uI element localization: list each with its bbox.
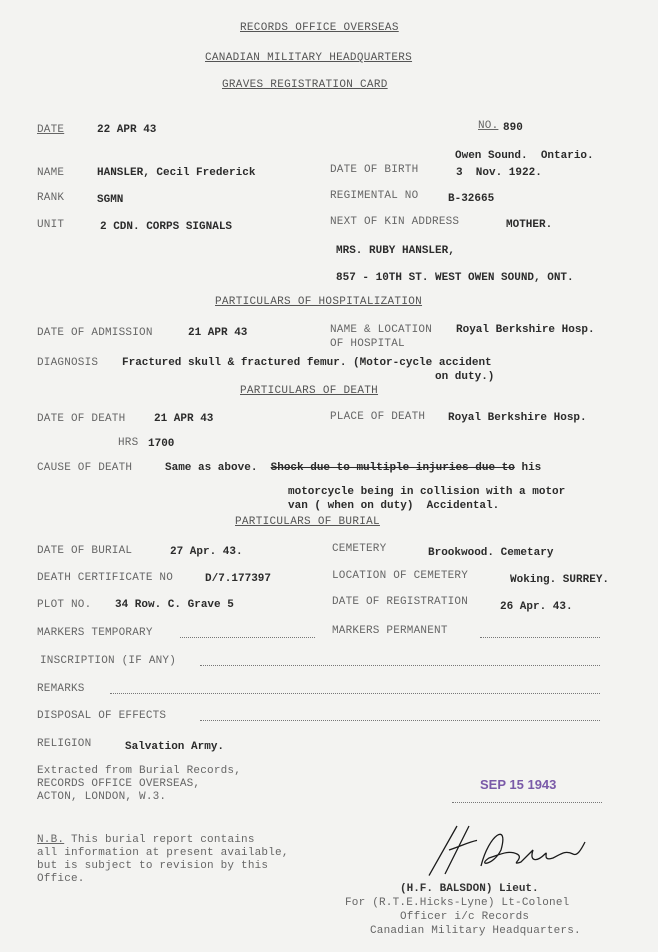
burial-date-label: DATE OF BURIAL [37, 545, 133, 557]
death-date-value: 21 APR 43 [154, 413, 214, 425]
extracted-line-2: RECORDS OFFICE OVERSEAS, [37, 778, 201, 790]
nok-line-2: MRS. RUBY HANSLER, [336, 245, 455, 257]
reg-value: 26 Apr. 43. [500, 601, 573, 613]
no-value: 890 [503, 122, 523, 134]
name-label: NAME [37, 167, 65, 179]
sign-for-line: For (R.T.E.Hicks-Lyne) Lt-Colonel [345, 897, 570, 909]
nb-line-1 [37, 834, 255, 847]
birthplace: Owen Sound. Ontario. [455, 150, 594, 162]
received-date-stamp: SEP 15 1943 [480, 777, 557, 792]
no-label: NO. [478, 120, 499, 132]
cemetery-label: CEMETERY [332, 543, 387, 555]
cause-tail: his [514, 462, 542, 474]
sign-title-1: Officer i/c Records [400, 911, 530, 923]
remarks-label: REMARKS [37, 683, 85, 695]
reg-label: DATE OF REGISTRATION [332, 596, 469, 608]
markers-temp-blank [180, 637, 315, 638]
unit-label: UNIT [37, 219, 65, 231]
nb-line-4: Office. [37, 873, 85, 885]
hospital-label-2: OF HOSPITAL [330, 338, 405, 350]
nok-value: MOTHER. [506, 219, 553, 231]
nb-line-3: but is subject to revision by this [37, 860, 269, 872]
stamp-line [452, 802, 602, 803]
plot-label: PLOT NO. [37, 599, 92, 611]
cause-label: CAUSE OF DEATH [37, 462, 133, 474]
date-label: DATE [37, 124, 65, 136]
sign-title-2: Canadian Military Headquarters. [370, 925, 581, 937]
nb-label: N.B. [37, 834, 65, 846]
extracted-line-1: Extracted from Burial Records, [37, 765, 242, 777]
diagnosis-value-2: on duty.) [435, 371, 495, 383]
cause-value-line-1 [165, 462, 541, 475]
cemetery-value: Brookwood. Cemetary [428, 547, 554, 559]
inscription-label: INSCRIPTION (IF ANY) [40, 655, 177, 667]
cert-label: DEATH CERTIFICATE NO [37, 572, 174, 584]
diagnosis-value: Fractured skull & fractured femur. (Motor-cycle accident [122, 357, 492, 369]
burial-title: PARTICULARS OF BURIAL [235, 516, 380, 528]
death-title: PARTICULARS OF DEATH [240, 385, 379, 397]
dob-value: 3 Nov. 1922. [456, 167, 542, 179]
admission-label: DATE OF ADMISSION [37, 327, 153, 339]
signature-icon [390, 818, 620, 882]
date-value: 22 APR 43 [97, 124, 157, 136]
death-place-value: Royal Berkshire Hosp. [448, 412, 587, 424]
markers-perm-blank [480, 637, 600, 638]
religion-label: RELIGION [37, 738, 92, 750]
death-place-label: PLACE OF DEATH [330, 411, 426, 423]
cause-struck-text: Shock due to multiple injuries due to [270, 462, 515, 474]
hospitalization-title: PARTICULARS OF HOSPITALIZATION [215, 296, 423, 308]
diagnosis-label: DIAGNOSIS [37, 357, 99, 369]
hrs-value: 1700 [148, 438, 175, 450]
regno-value: B-32665 [448, 193, 495, 205]
inscription-blank [200, 665, 600, 666]
religion-value: Salvation Army. [125, 741, 225, 753]
extracted-line-3: ACTON, LONDON, W.3. [37, 791, 167, 803]
header-line-1: RECORDS OFFICE OVERSEAS [240, 22, 399, 34]
location-label: LOCATION OF CEMETERY [332, 570, 469, 582]
rank-label: RANK [37, 192, 65, 204]
cert-value: D/7.177397 [205, 573, 272, 585]
dob-label: DATE OF BIRTH [330, 164, 419, 176]
cause-value: Same as above. [165, 462, 258, 474]
header-line-3: GRAVES REGISTRATION CARD [222, 79, 388, 91]
nb-line-2: all information at present available, [37, 847, 289, 859]
hospital-label: NAME & LOCATION [330, 324, 433, 336]
plot-value: 34 Row. C. Grave 5 [115, 599, 234, 611]
regno-label: REGIMENTAL NO [330, 190, 419, 202]
burial-date-value: 27 Apr. 43. [170, 546, 243, 558]
nok-line-3: 857 - 10TH ST. WEST OWEN SOUND, ONT. [336, 272, 574, 284]
header-line-2: CANADIAN MILITARY HEADQUARTERS [205, 52, 413, 64]
markers-temp-label: MARKERS TEMPORARY [37, 627, 153, 639]
nb-text-1: This burial report contains [64, 834, 255, 846]
effects-label: DISPOSAL OF EFFECTS [37, 710, 167, 722]
cause-line-3: van ( when on duty) Accidental. [288, 500, 500, 512]
rank-value: SGMN [97, 194, 124, 206]
location-value: Woking. SURREY. [510, 574, 610, 586]
remarks-blank [110, 693, 600, 694]
admission-value: 21 APR 43 [188, 327, 248, 339]
nok-label: NEXT OF KIN ADDRESS [330, 216, 460, 228]
cause-line-2: motorcycle being in collision with a motor [288, 486, 566, 498]
name-value: HANSLER, Cecil Frederick [97, 167, 256, 179]
hrs-label: HRS [118, 437, 139, 449]
death-date-label: DATE OF DEATH [37, 413, 126, 425]
unit-value: 2 CDN. CORPS SIGNALS [100, 221, 233, 233]
sign-overtype: (H.F. BALSDON) Lieut. [400, 883, 539, 895]
effects-blank [200, 720, 600, 721]
hospital-value: Royal Berkshire Hosp. [456, 324, 595, 336]
markers-perm-label: MARKERS PERMANENT [332, 625, 448, 637]
